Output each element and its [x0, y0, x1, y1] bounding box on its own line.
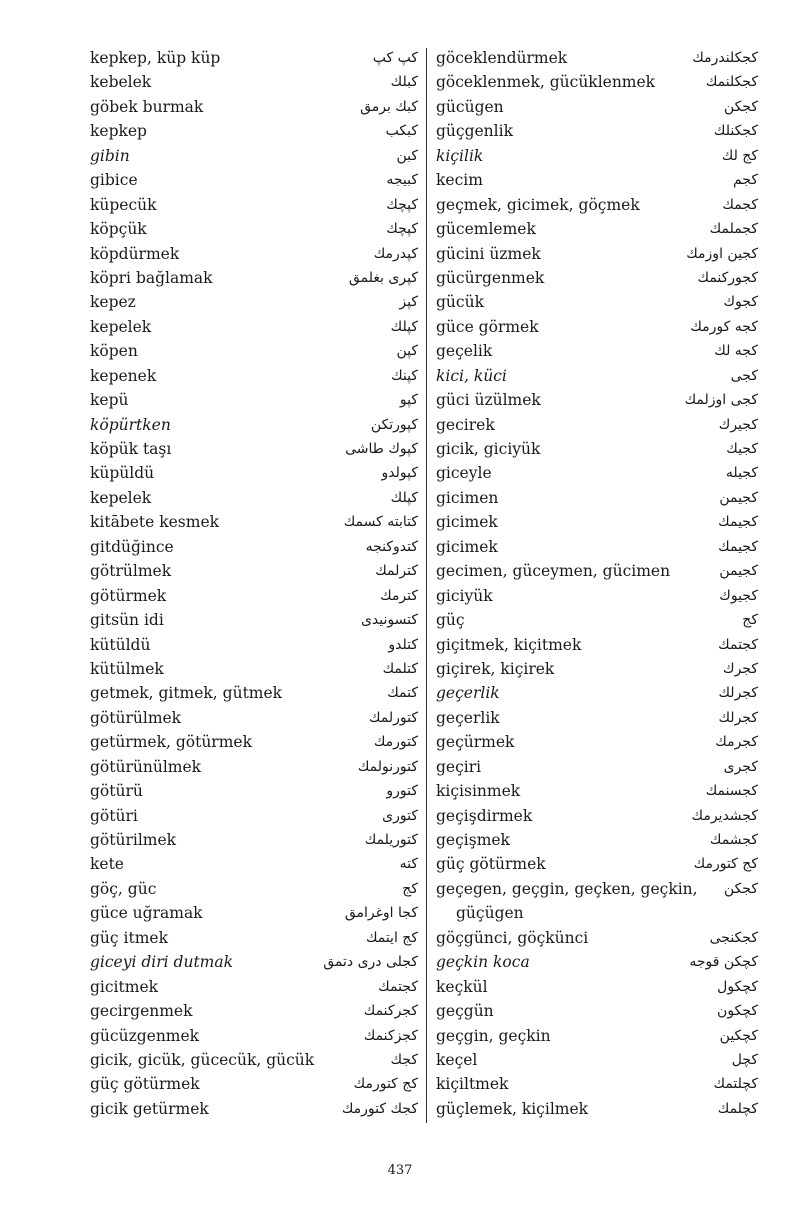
entry-arabic: کته [399, 856, 418, 873]
entry-arabic: کبکب [385, 123, 418, 140]
entry-arabic: کجوك [723, 294, 758, 311]
entry-arabic: کجرلك [718, 709, 758, 726]
entry-latin: gicik getürmek [90, 1099, 209, 1118]
entry-latin: gicimek [436, 537, 498, 556]
dictionary-entry [90, 1097, 418, 1121]
column-divider [426, 48, 427, 1123]
entry-latin: göçgünci, göçkünci [436, 928, 589, 947]
entry-arabic: کجین اوزمك [686, 245, 758, 262]
dictionary-entry [436, 486, 758, 510]
entry-latin: geçkin koca [436, 953, 530, 972]
dictionary-entry [436, 633, 758, 657]
dictionary-entry [436, 242, 758, 266]
entry-latin: güci üzülmek [436, 391, 541, 410]
entry-latin: keçel [436, 1050, 478, 1069]
entry-arabic: کپدرمك [373, 245, 418, 262]
entry-arabic: کج لك [721, 147, 758, 164]
dictionary-entry [90, 852, 418, 876]
dictionary-entry [436, 70, 758, 94]
entry-latin: kepkep [90, 122, 147, 141]
dictionary-entry [436, 877, 758, 901]
entry-latin: götrülmek [90, 562, 172, 581]
entry-arabic: کجرك [723, 660, 758, 677]
dictionary-entry [90, 193, 418, 217]
dictionary-entry [436, 364, 758, 388]
dictionary-entry [90, 681, 418, 705]
dictionary-entry [436, 535, 758, 559]
entry-arabic: کجیله [725, 465, 758, 482]
entry-latin: güce uğramak [90, 904, 203, 923]
entry-arabic: کجشمك [709, 832, 758, 848]
entry-arabic: کچکن قوجه [689, 954, 758, 971]
dictionary-entry [90, 975, 418, 999]
entry-arabic: کجتمك [718, 636, 758, 653]
dictionary-entry [436, 461, 758, 485]
entry-latin: göceklendürmek [436, 49, 568, 67]
entry-latin: güç götürmek [90, 1075, 200, 1094]
entry-latin: küpecük [90, 195, 157, 214]
entry-arabic: کج کتورمك [693, 856, 758, 873]
dictionary-entry [90, 901, 418, 925]
dictionary-entry [436, 681, 758, 705]
dictionary-entry [90, 657, 418, 681]
entry-arabic: کجی اوزلمك [684, 392, 758, 409]
dictionary-entry [90, 46, 418, 70]
entry-latin: güçlemek, kiçilmek [436, 1099, 589, 1118]
dictionary-entry [436, 315, 758, 339]
dictionary-entry [90, 559, 418, 583]
entry-arabic: کچلتمك [713, 1076, 758, 1093]
entry-latin: kete [90, 855, 124, 874]
entry-arabic: کجرلك [718, 685, 758, 702]
entry-latin: gitdüğince [90, 537, 174, 556]
entry-latin: kepelek [90, 317, 152, 336]
entry-latin: geçegen, geçgin, geçken, geçkin, [436, 879, 698, 898]
entry-latin: geçiri [436, 757, 482, 776]
dictionary-entry [436, 290, 758, 314]
dictionary-entry [436, 1072, 758, 1096]
dictionary-entry [90, 266, 418, 290]
entry-arabic: کپن [396, 343, 418, 360]
entry-latin: kecim [436, 171, 483, 190]
left-column [90, 46, 418, 1121]
entry-arabic: کچلمك [717, 1100, 758, 1117]
entry-latin: kiçilik [436, 146, 484, 165]
entry-arabic: کجی [730, 367, 758, 384]
dictionary-entry [436, 119, 758, 143]
entry-arabic: کبن [396, 147, 418, 164]
entry-arabic: کبلك [390, 74, 418, 91]
entry-arabic: کجمك [722, 196, 758, 213]
entry-latin: köpük taşı [90, 440, 172, 458]
dictionary-entry [90, 633, 418, 657]
entry-arabic: کپلك [390, 489, 418, 506]
dictionary-entry [90, 364, 418, 388]
entry-latin: kepü [90, 391, 129, 410]
dictionary-entry [436, 804, 758, 828]
entry-arabic: کجسنمك [705, 783, 758, 800]
entry-latin: geçgün [436, 1002, 494, 1021]
entry-arabic: کجیمك [718, 514, 758, 531]
page-number: 437 [387, 1163, 413, 1178]
entry-arabic: کپورتکن [370, 416, 418, 433]
dictionary-entry [90, 339, 418, 363]
entry-arabic: کجیمن [719, 489, 758, 506]
entry-latin: gicik, giciyük [436, 440, 541, 458]
entry-arabic: کبك برمق [360, 98, 418, 115]
entry-latin: götürmek [90, 586, 167, 605]
entry-latin: giçitmek, kiçitmek [436, 635, 582, 654]
entry-latin: kepenek [90, 366, 157, 385]
dictionary-entry [436, 730, 758, 754]
entry-latin: kepkep, küp küp [90, 49, 221, 67]
dictionary-entry [90, 926, 418, 950]
dictionary-entry [90, 1048, 418, 1072]
entry-latin: kepelek [90, 488, 152, 507]
dictionary-entry [436, 584, 758, 608]
entry-latin: güç götürmek [436, 855, 546, 874]
entry-arabic: کتوری [382, 807, 418, 824]
entry-latin: göbek burmak [90, 97, 204, 116]
entry-latin: götürilmek [90, 831, 177, 849]
entry-arabic: کتوریلمك [364, 832, 418, 848]
entry-latin: göceklenmek, gücüklenmek [436, 73, 656, 92]
entry-latin: gecirgenmek [90, 1002, 193, 1021]
entry-latin: kitābete kesmek [90, 513, 220, 532]
dictionary-entry [436, 1097, 758, 1121]
dictionary-entry [90, 706, 418, 730]
entry-latin: küpüldü [90, 464, 155, 483]
dictionary-entry [436, 388, 758, 412]
entry-arabic: کتسونیدی [360, 612, 418, 629]
entry-arabic: کجیرك [718, 416, 758, 433]
entry-arabic: کپلك [390, 318, 418, 335]
dictionary-entry [436, 510, 758, 534]
entry-latin: geçerlik [436, 708, 500, 727]
entry-latin: köpdürmek [90, 244, 180, 263]
entry-arabic: کپری بغلمق [348, 269, 418, 286]
entry-arabic: کجزکنمك [363, 1027, 418, 1044]
entry-latin: getmek, gitmek, gütmek [90, 684, 283, 703]
dictionary-entry [90, 413, 418, 437]
entry-arabic: کجکنلك [713, 123, 758, 140]
entry-latin: köpen [90, 342, 138, 361]
dictionary-entry [436, 926, 758, 950]
dictionary-entry [436, 755, 758, 779]
entry-latin: götürülmek [90, 708, 182, 727]
entry-latin: gicitmek [90, 977, 159, 996]
dictionary-entry [436, 413, 758, 437]
entry-arabic: کجکنجی [709, 929, 758, 946]
dictionary-entry [436, 339, 758, 363]
entry-latin: kiçiltmek [436, 1075, 509, 1094]
entry-arabic: کتورنولمك [357, 758, 418, 775]
entry-arabic: کجك [390, 1051, 418, 1068]
entry-arabic: کپنك [391, 367, 418, 384]
entry-latin: geçürmek [436, 733, 515, 752]
entry-latin: güçügen [456, 904, 524, 923]
entry-latin: gibice [90, 171, 138, 190]
entry-arabic: کجیوك [719, 587, 758, 604]
entry-latin: gicimen [436, 488, 499, 507]
entry-arabic: کجکن [723, 98, 758, 115]
entry-latin: köpürtken [90, 415, 171, 434]
entry-latin: gücemlemek [436, 220, 536, 239]
dictionary-entry [436, 95, 758, 119]
dictionary-entry [90, 1072, 418, 1096]
dictionary-entry [90, 70, 418, 94]
dictionary-entry [90, 95, 418, 119]
entry-latin: gitsün idi [90, 611, 164, 630]
entry-latin: gücürgenmek [436, 268, 545, 287]
dictionary-entry [436, 168, 758, 192]
entry-arabic: کتابته کسمك [343, 514, 418, 531]
entry-latin: geçerlik [436, 684, 500, 703]
entry-arabic: کبیجه [386, 172, 418, 189]
dictionary-entry [90, 510, 418, 534]
entry-latin: kepez [90, 293, 136, 312]
entry-latin: giceyi diri dutmak [90, 953, 234, 972]
entry-arabic: کترلمك [375, 563, 418, 580]
dictionary-entry [436, 217, 758, 241]
dictionary-entry [90, 755, 418, 779]
entry-arabic: کجکلنمك [705, 74, 758, 91]
entry-arabic: کچکین [719, 1027, 758, 1044]
entry-arabic: کپو [399, 392, 418, 409]
dictionary-entry [90, 1024, 418, 1048]
dictionary-entry [90, 486, 418, 510]
entry-arabic: کچل [731, 1051, 758, 1068]
entry-latin: güç [436, 611, 465, 630]
dictionary-entry [436, 193, 758, 217]
entry-arabic: کج ایتمك [365, 929, 418, 946]
entry-arabic: کپز [399, 294, 418, 311]
dictionary-entry [90, 315, 418, 339]
entry-latin: geçişmek [436, 831, 510, 849]
entry-arabic: کجیك [726, 441, 758, 457]
dictionary-entry [436, 975, 758, 999]
dictionary-entry [436, 144, 758, 168]
entry-arabic: کجك کتورمك [341, 1100, 418, 1117]
dictionary-entry [436, 1048, 758, 1072]
entry-latin: götürünülmek [90, 757, 202, 776]
dictionary-entry [90, 437, 418, 461]
dictionary-entry [436, 999, 758, 1023]
entry-latin: güce görmek [436, 317, 539, 336]
entry-latin: gicimek [436, 513, 498, 532]
entry-latin: giciyük [436, 586, 493, 605]
entry-latin: giceyle [436, 464, 492, 483]
dictionary-entry [436, 559, 758, 583]
entry-arabic: کج کتورمك [353, 1076, 418, 1093]
entry-arabic: کجیمك [718, 538, 758, 555]
entry-latin: kütülmek [90, 659, 164, 678]
entry-arabic: کتلدو [388, 636, 418, 653]
dictionary-entry [436, 706, 758, 730]
entry-latin: geçgin, geçkin [436, 1026, 551, 1045]
entry-latin: gibin [90, 146, 130, 165]
dictionary-entry [436, 950, 758, 974]
entry-latin: gücük [436, 293, 484, 312]
entry-arabic: کتلمك [382, 660, 418, 677]
entry-arabic: کجرکنمك [363, 1003, 418, 1020]
entry-arabic: کتمك [387, 685, 418, 702]
dictionary-entry [90, 217, 418, 241]
entry-latin: göç, güc [90, 879, 157, 898]
dictionary-entry [90, 584, 418, 608]
dictionary-entry [436, 437, 758, 461]
entry-arabic: کترمك [380, 587, 418, 604]
dictionary-entry [90, 999, 418, 1023]
entry-latin: gücügen [436, 97, 504, 116]
entry-latin: geçişdirmek [436, 806, 533, 825]
entry-latin: güç itmek [90, 928, 168, 947]
entry-arabic: کپچك [386, 196, 418, 213]
dictionary-entry [90, 535, 418, 559]
entry-arabic: کپوك طاشی [345, 441, 418, 457]
entry-arabic: کجشدیرمك [691, 807, 758, 824]
entry-arabic: کجه لك [714, 343, 758, 360]
entry-latin: gücüzgenmek [90, 1026, 200, 1045]
entry-latin: gecimen, güceymen, gücimen [436, 562, 671, 581]
entry-arabic: کتورلمك [368, 709, 418, 726]
entry-arabic: کچکون [717, 1003, 758, 1020]
dictionary-entry [90, 388, 418, 412]
right-column [436, 46, 758, 1121]
dictionary-entry [90, 779, 418, 803]
entry-latin: giçirek, kiçirek [436, 659, 555, 678]
dictionary-entry [90, 290, 418, 314]
entry-latin: köpri bağlamak [90, 268, 213, 287]
dictionary-entry [90, 168, 418, 192]
dictionary-entry [90, 242, 418, 266]
entry-arabic: کجملمك [709, 221, 758, 238]
dictionary-entry [436, 46, 758, 70]
entry-arabic: کتورمك [373, 734, 418, 751]
entry-arabic: کتدوکنجه [365, 538, 418, 555]
entry-arabic: کتورو [386, 783, 418, 800]
dictionary-entry [90, 950, 418, 974]
entry-arabic: کجری [723, 758, 758, 775]
dictionary-entry [436, 828, 758, 852]
entry-latin: kebelek [90, 73, 152, 92]
entry-latin: gicik, gicük, gücecük, gücük [90, 1050, 315, 1069]
entry-arabic: کجیمن [719, 563, 758, 580]
entry-arabic: کجورکنمك [697, 269, 758, 286]
entry-arabic: کجتمك [378, 978, 418, 995]
dictionary-entry [436, 608, 758, 632]
dictionary-entry [90, 461, 418, 485]
entry-arabic: کجا اوغرامق [344, 905, 418, 922]
dictionary-entry [90, 828, 418, 852]
entry-arabic: کچکول [717, 978, 758, 995]
entry-arabic: کجکن [723, 880, 758, 897]
entry-latin: götüri [90, 806, 138, 825]
entry-arabic: کپولدو [381, 465, 418, 482]
dictionary-entry [436, 266, 758, 290]
entry-arabic: کجکلندرمك [692, 50, 758, 66]
entry-arabic: کجه کورمك [690, 318, 758, 335]
entry-arabic: کجم [732, 172, 758, 189]
entry-arabic: کپ کپ [372, 50, 418, 66]
entry-arabic: کپچك [386, 221, 418, 238]
dictionary-entry [90, 119, 418, 143]
entry-latin: kütüldü [90, 635, 151, 654]
dictionary-entry [90, 730, 418, 754]
dictionary-entry [436, 779, 758, 803]
entry-latin: kiçisinmek [436, 782, 521, 801]
dictionary-entry [90, 804, 418, 828]
entry-arabic: کج [402, 880, 418, 897]
entry-latin: kici, küci [436, 366, 507, 385]
dictionary-entry [90, 877, 418, 901]
dictionary-entry [436, 901, 758, 925]
entry-latin: köpçük [90, 220, 147, 239]
entry-latin: geçmek, gicimek, göçmek [436, 195, 640, 214]
dictionary-entry [90, 144, 418, 168]
entry-latin: gücini üzmek [436, 244, 541, 263]
entry-arabic: کجرمك [715, 734, 758, 751]
entry-arabic: کجلی دری دتمق [323, 954, 418, 971]
dictionary-entry [436, 657, 758, 681]
entry-latin: güçgenlik [436, 122, 513, 141]
entry-latin: gecirek [436, 415, 495, 434]
dictionary-entry [436, 852, 758, 876]
entry-latin: geçelik [436, 342, 493, 361]
entry-arabic: کج [742, 612, 758, 629]
entry-latin: getürmek, götürmek [90, 733, 252, 752]
dictionary-entry [436, 1024, 758, 1048]
entry-latin: keçkül [436, 977, 488, 996]
dictionary-entry [90, 608, 418, 632]
entry-latin: götürü [90, 782, 143, 801]
